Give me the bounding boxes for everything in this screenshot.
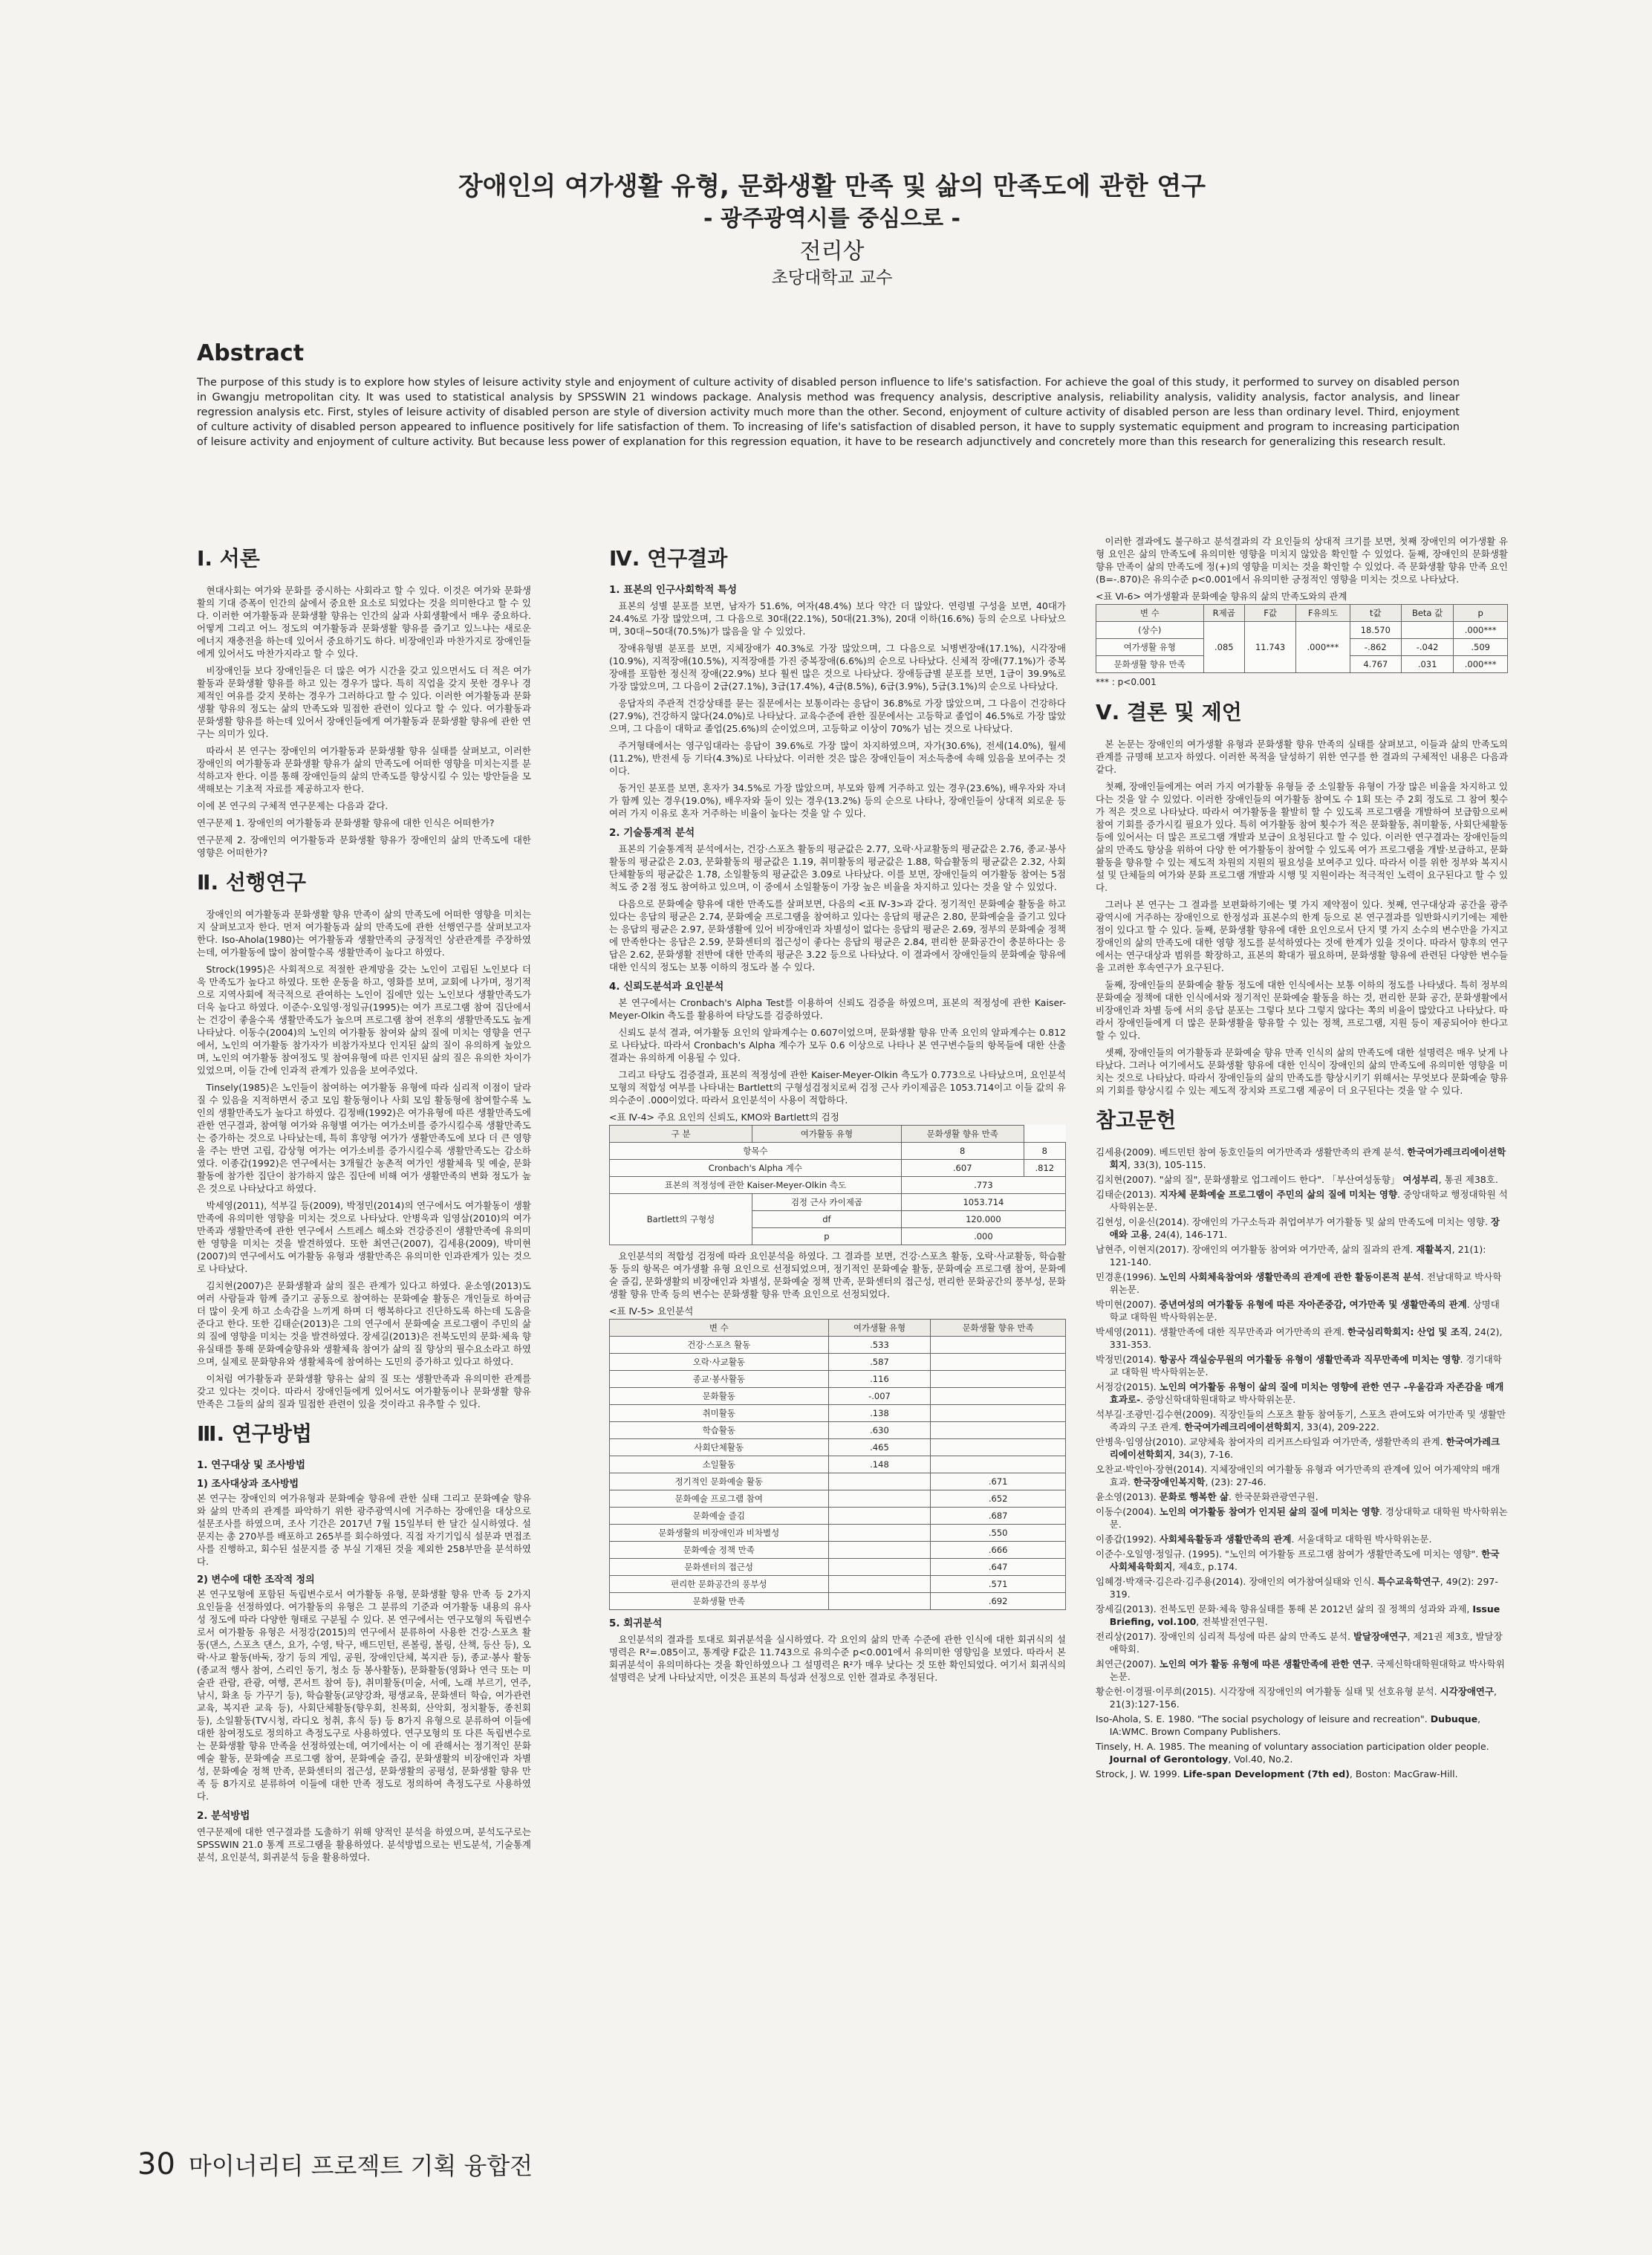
- reference-detail: , 49(2): 297-319.: [1109, 1576, 1498, 1600]
- reference-item: [1096, 1548, 1508, 1573]
- section-heading-method: Ⅲ. 연구방법: [197, 1421, 313, 1446]
- reference-source: 한국여가레크리에이션학회지: [1184, 1421, 1301, 1433]
- author-affiliation: 초당대학교 교수: [771, 268, 893, 288]
- reference-source: 항공사 객실승무원의 여가활동 유형이 생활만족과 직무만족에 미치는 영향: [1159, 1354, 1460, 1365]
- reference-detail: , Vol.40, No.2.: [1228, 1753, 1293, 1765]
- factor-analysis-table: [609, 1319, 1066, 1610]
- reference-detail: , 제21권 제3호, 발달장애학회.: [1109, 1631, 1503, 1655]
- paragraph: 신뢰도 분석 결과, 여가활동 요인의 알파계수는 0.607이었으며, 문화생활 향유 만족 요인의 알파계수는 0.812로 나타났다. 따라서 Cronbach's Alpha 계수가 모두 0.6 이상으로 나타나 본 연구변수들의 항목들에 대한 산출결과는 유의하게 이용될 수 있다.: [609, 1027, 1066, 1063]
- table-header: Beta 값: [1401, 605, 1454, 622]
- table-header: 여가활동 유형: [752, 1126, 902, 1143]
- table-cell: 취미활동: [610, 1405, 829, 1422]
- paragraph: 장애인의 여가활동과 문화생활 향유 만족이 삶의 만족도에 어떠한 영향을 미치는지 살펴보고자 한다. 먼저 여가활동과 삶의 만족도에 관한 선행연구를 살펴보고자 한다. Iso-Ahola(1980)는 여가활동과 생활만족의 긍정적인 상관관계를 주장하였는데, 여가활동에 많이 참여할수록 생활만족이 높다고 하였다.: [197, 909, 531, 958]
- table-cell: 학습활동: [610, 1422, 829, 1439]
- reference-text: 이종갑(1992).: [1096, 1534, 1157, 1545]
- table-cell: .773: [901, 1177, 1065, 1194]
- reference-source: 재활복지: [1416, 1244, 1452, 1255]
- paragraph: 다음으로 문화예술 향유에 대한 만족도를 살펴보면, 다음의 <표 Ⅳ-3>과 같다. 정기적인 문화예술 활동을 하고 있다는 응답의 평균은 2.74, 문화예술 프로그램을 참여하고 있다는 응답의 평균은 2.80, 문화예술을 즐기고 있다는 응답의 평균은 2.97, 문화생활에 있어 비장애인과 차별성이 없다는 응답의 평균은 2.69, 정부의 문화예술 정책에 만족한다는 응답은 2.59, 문화센터의 접근성이 좋다는 응답의 평균은 2.84, 편리한 문화공간이 충분하다는 응답은 2.62, 문화생활 전반에 대한 만족의 평균은 3.22 등으로 나타났다. 이 결과에서 장애인들의 문화예술 향유에 대한 인식의 정도는 보통 이하의 정도라 볼 수 있다.: [609, 898, 1066, 973]
- table-note: *** : p<0.001: [1096, 677, 1157, 687]
- reference-detail: . 중앙대학교 행정대학원 석사학위논문.: [1109, 1189, 1508, 1213]
- paragraph: 요인분석의 결과를 토대로 회귀분석을 실시하였다. 각 요인의 삶의 만족 수준에 관한 인식에 대한 회귀식의 설명력은 R²=.085이고, 통계량 F값은 11.743으로 유의수준 p<0.001에서 유의미한 영향임을 보였다. 따라서 본 회귀분석이 유의미하다는 것을 확인하였으나 그 설명력은 R²가 매우 낮다는 것 또한 확인되었다. 여기서 회귀식의 설명력은 낮게 나타났지만, 이것은 표본의 특성과 선정으로 인한 결과로 추정된다.: [609, 1634, 1066, 1683]
- paragraph: 따라서 본 연구는 장애인의 여가활동과 문화생활 향유 실태를 살펴보고, 이러한 장애인의 여가활동과 문화생활 향유가 삶의 만족도에 어떠한 영향을 미치는지를 분석하고자 한다. 이를 통해 장애인들의 삶의 만족도를 향상시킬 수 있는 방안들을 모색해보는 기초적 자료를 제공하고자 한다.: [197, 745, 531, 794]
- reference-list: [1096, 1146, 1508, 1780]
- table-cell: 120.000: [901, 1211, 1065, 1228]
- reference-text: Tinsely, H. A. 1985. The meaning of voluntary association participation older people.: [1096, 1741, 1489, 1752]
- table-cell: 종교·봉사활동: [610, 1371, 829, 1388]
- reference-item: [1096, 1713, 1508, 1738]
- reference-detail: , 34(3), 7-16.: [1172, 1449, 1234, 1460]
- subsection-heading: 2. 기술통계적 분석: [609, 827, 695, 839]
- table-row: [610, 1508, 1066, 1525]
- paragraph: Tinsely(1985)은 노인들이 참여하는 여가활동 유형에 따라 심리적 이점이 달라질 수 있음을 지적하면서 중고 모임 활동형이나 사회 모임 활동형에 참여할수록 노인의 생활만족도가 높다고 하였다. 김정배(1992)은 여가유형에 따른 생활만족도에 관한 연구결과, 참여형 여가와 유형별 여가는 여가소비를 증가시킬수록 생활만족도는 증가하는 것으로 나타났는데, 특히 휴양형 여가가 생활만족도에 보다 더 큰 영향을 주는 반면 고립, 감상형 여가는 여가소비를 증가시킬수록 생활만족도는 감소하였다. 이종갑(1992)은 연구에서는 3개월간 농촌적 여가인 생활체육 및 예술, 문화 활동에 참가한 집단이 참가하지 않은 집단에 비해 여가 생활만족의 변화 정도가 높은 것으로 나타났다고 하였다.: [197, 1082, 531, 1194]
- subsubsection-heading: 1) 조사대상과 조사방법: [197, 1479, 299, 1490]
- paragraph: 표본의 기술통계적 분석에서는, 건강·스포츠 활동의 평균값은 2.77, 오락·사교활동의 평균값은 2.76, 종교·봉사활동의 평균값은 2.03, 문화활동의 평균값은 1.19, 취미활동의 평균값은 1.88, 학습활동의 평균값은 2.32, 사회단체활동의 평균값은 1.78, 소일활동의 평균값은 3.09로 나타났다. 이를 보면, 장애인들의 여가활동 참여는 5점 척도 중 2점 정도 참여하고 있으며, 이 중에서 소일활동이 가장 높은 비율을 차지하고 있다는 것을 알 수 있었다.: [609, 843, 1066, 892]
- reference-text: Strock, J. W. 1999.: [1096, 1768, 1180, 1779]
- table-cell: .666: [931, 1542, 1066, 1559]
- table-row: [610, 1456, 1066, 1473]
- reference-source: 노인의 여가활동 참여가 인지된 삶의 질에 미치는 영향: [1159, 1506, 1379, 1517]
- abstract-text: The purpose of this study is to explore how styles of leisure activity style and enjoyment of culture activity of disabled person influence to life's satisfaction. For achieve the goal of this study, it performed to survey on disabled person in Gwangju metropolitan city. It was used to statistical analysis by SPSSWIN 21 windows package. Analysis method was frequency analysis, descriptive analysis, reliability analysis, validity analysis, factor analysis, and linear regression analysis etc. First, styles of leisure activity of disabled person are style of diversion activity much more than the other. Second, enjoyment of culture activity of disabled person are less than ordinary level. Third, enjoyment of culture activity of disabled person appeared to influence positively for life satisfaction of them. To increasing of life's satisfaction of disabled person, it have to supply systematic equipment and program to increasing participation of leisure activity and enjoyment of culture activity. But because less power of explanation for this regression equation, it have to be research adjunctively and concretely more than this research for generalizing this research result.: [197, 377, 1460, 448]
- table-cell: [828, 1473, 931, 1490]
- table-row: [610, 1388, 1066, 1405]
- reference-source: 한국여가레크리에이션학회지: [1109, 1436, 1500, 1460]
- table-cell: [828, 1508, 931, 1525]
- reference-detail: , (23): 27-46.: [1205, 1476, 1266, 1487]
- page-number: 30: [137, 2147, 175, 2181]
- table-row: [610, 1405, 1066, 1422]
- table-cell: Cronbach's Alpha 계수: [610, 1160, 902, 1177]
- reference-source: 발달장애연구: [1353, 1631, 1408, 1642]
- table-cell: .647: [931, 1559, 1066, 1576]
- paragraph: 요인분석의 적합성 검정에 따라 요인분석을 하였다. 그 결과를 보면, 건강·스포츠 활동, 오락·사교활동, 학습활동 등의 항목은 여가생활 유형 요인으로 선정되었으며, 정기적인 문화예술 활동, 문화예술 프로그램 참여, 문화예술 즐김, 문화생활의 비장애인과 차별성, 문화예술 정책 만족, 문화센터의 접근성, 편리한 문화공간의 풍부성, 문화생활 향유 만족 등의 변수는 문화생활 향유 만족 요인으로 선정되었다.: [609, 1250, 1066, 1300]
- reference-detail: , Boston: MacGraw-Hill.: [1349, 1768, 1458, 1779]
- table-cell: 검정 근사 카이제곱: [752, 1194, 902, 1211]
- reference-item: [1096, 1490, 1508, 1503]
- table-cell: .000***: [1454, 622, 1508, 639]
- reference-text: 윤소영(2013).: [1096, 1491, 1157, 1502]
- reference-item: [1096, 1603, 1508, 1628]
- reference-source: 노인의 여가 활동 유형에 따른 생활만족에 관한 연구: [1159, 1658, 1370, 1670]
- table-cell: .116: [828, 1371, 931, 1388]
- table-cell: 8: [901, 1143, 1024, 1160]
- journal-name: 마이너리티 프로젝트 기획 융합전: [188, 2152, 533, 2180]
- table-cell: .148: [828, 1456, 931, 1473]
- reference-item: [1096, 1685, 1508, 1710]
- table-caption: <표 Ⅳ-4> 주요 요인의 신뢰도, KMO와 Bartlett의 검정: [609, 1112, 839, 1123]
- table-row: [610, 1542, 1066, 1559]
- subsection-heading: 1. 표본의 인구사회학적 특성: [609, 584, 738, 596]
- table-row: [610, 1194, 1066, 1211]
- table-cell: df: [752, 1211, 902, 1228]
- reference-detail: . 중앙신학대학원대학교 박사학위논문.: [1140, 1394, 1296, 1405]
- section-heading-references: 참고문헌: [1096, 1108, 1177, 1132]
- paragraph: 장애유형별 분포를 보면, 지체장애가 40.3%로 가장 많았으며, 그 다음으로 뇌병변장애(17.1%), 시각장애(10.9%), 지적장애(10.5%), 지적장애를 가진 중복장애(6.6%)의 순으로 나타났다. 신체적 장애(77.1%)가 중복장애를 포함한 정신적 장애(22.9%) 보다 훨씬 많은 것으로 나타났다. 장애등급별 분포를 보면, 1급이 39.9%로 가장 많았으며, 그 다음이 2급(27.1%), 3급(17.4%), 4급(8.5%), 6급(3.9%), 5급(3.1%)의 순으로 나타났다.: [609, 643, 1066, 692]
- table-header: F유의도: [1296, 605, 1350, 622]
- reference-item: [1096, 1740, 1508, 1765]
- reference-item: [1096, 1216, 1508, 1241]
- table-cell: 문화활동: [610, 1388, 829, 1405]
- reference-detail: . 한국문화관광연구원.: [1228, 1491, 1318, 1502]
- table-cell: 문화생활 만족: [610, 1593, 829, 1610]
- reference-text: 이동수(2004).: [1096, 1506, 1157, 1517]
- table-cell: .085: [1203, 622, 1245, 673]
- table-cell: .587: [828, 1354, 931, 1371]
- reference-detail: , 21(3):127-156.: [1109, 1686, 1497, 1710]
- title-block: [223, 169, 1441, 290]
- reference-text: 전리상(2017). 장애인의 심리적 특성에 따른 삶의 만족도 분석.: [1096, 1631, 1350, 1642]
- reference-item: [1096, 1408, 1508, 1433]
- table-cell: .607: [901, 1160, 1024, 1177]
- paragraph: 현대사회는 여가와 문화를 중시하는 사회라고 할 수 있다. 이것은 여가와 문화생활의 기대 증폭이 인간의 삶에서 중요한 요소로 되었다는 것을 의미한다고 할 수 있다. 이러한 여가활동과 문화생활 향유는 인간의 삶과 사회생활에서 매우 중요하다. 어떻게 그리고 어느 정도의 여가활동과 문화생활 향유를 즐기고 있느냐는 새로운 에너지 재충전을 하는데 있어서 중요하기도 하다. 비장애인과 마찬가지로 장애인들에게 있어서도 마찬가지라고 할 수 있다.: [197, 585, 531, 659]
- table-header: t값: [1350, 605, 1401, 622]
- table-cell: 사회단체활동: [610, 1439, 829, 1456]
- abstract: [197, 340, 1460, 450]
- reference-item: [1096, 1188, 1508, 1213]
- table-cell: (상수): [1096, 622, 1204, 639]
- table-cell: Bartlett의 구형성: [610, 1194, 752, 1245]
- table-cell: [828, 1525, 931, 1542]
- table-cell: 표본의 적정성에 관한 Kaiser-Meyer-Olkin 측도: [610, 1177, 902, 1194]
- reference-text: 석부길·조광민·김수현(2009). 직장인들의 스포츠 활동 참여동기, 스포츠 관여도와 여가만족 및 생활만족과의 구조 관계.: [1096, 1409, 1506, 1433]
- paragraph: 주거형태에서는 영구임대라는 응답이 39.6%로 가장 많이 차지하였으며, 자가(30.6%), 전세(14.0%), 월세(11.2%), 반전세 등 기타(4.3%)로 나타났다. 이러한 것은 많은 장애인들이 저소득층에 속해 있음을 보여주는 것이다.: [609, 740, 1066, 776]
- reference-detail: , 24(4), 146-171.: [1148, 1229, 1228, 1240]
- reference-source: Dubuque: [1430, 1713, 1478, 1724]
- table-row: [610, 1576, 1066, 1593]
- table-cell: 문화예술 정책 만족: [610, 1542, 829, 1559]
- reference-text: 김태순(2013).: [1096, 1189, 1157, 1200]
- reference-item: [1096, 1505, 1508, 1531]
- reference-text: 안병욱·임영삼(2010). 교양체육 참여자의 리커프스타일과 여가만족, 생활만족의 관계.: [1096, 1436, 1443, 1447]
- reference-detail: , 21(1): 121-140.: [1109, 1244, 1486, 1268]
- reference-source: 한국장애인복지학: [1133, 1476, 1206, 1487]
- table-row: [610, 1439, 1066, 1456]
- table-cell: 4.767: [1350, 656, 1401, 673]
- reference-item: [1096, 1575, 1508, 1600]
- paragraph: Strock(1995)은 사회적으로 적절한 관계망을 갖는 노인이 고립된 노인보다 더욱 만족도가 높다고 하였다. 또한 운동을 하고, 영화를 보며, 교회에 나가며, 정기적으로 지역사회에 적극적으로 관여하는 노인이 집에만 있는 노인보다 생활만족도가 더욱 높다고 하였다. 이준수·오일영·정일규(1995)는 여가 프로그램 참여 집단에서는 건강이 좋을수록 생활만족도가 높으며 프로그램 참여 전후의 생활만족도도 높게 나타났다. 이동수(2004)의 노인의 여가활동 참여와 삶의 질에 미치는 영향을 연구에서, 노인의 여가활동 참가자가 비참가자보다 인지된 삶의 질이 유의하게 높았으며, 노인의 여가활동 참여정도 및 참여유형에 따른 인지된 삶의 질은 유의한 차이가 있었으며, 이들 간에 인과적 관계가 있음을 보여주었다.: [197, 964, 531, 1076]
- paragraph: 그리고 타당도 검증결과, 표본의 적정성에 관한 Kaiser-Meyer-Olkin 측도가 0.773으로 나타났으며, 요인분석 모형의 적합성 여부를 나타내는 Bartlett의 구형성검정치로써 검정 근사 카이제곱은 1053.714이고 이들 값의 유의수준이 .000이었다. 따라서 요인분석이 사용이 적합하다.: [609, 1069, 1066, 1106]
- reference-detail: . 경기대학교 대학원 박사학위논문.: [1109, 1354, 1502, 1378]
- reference-detail: , 24(2), 331-353.: [1109, 1326, 1503, 1350]
- reference-source: 한국심리학회지: 산업 및 조직: [1347, 1326, 1469, 1337]
- table-cell: .031: [1401, 656, 1454, 673]
- paragraph: 본 논문는 장애인의 여가생활 유형과 문화생활 향유 만족의 실태를 살펴보고, 이들과 삶의 만족도의 관계를 규명해 보고자 하였다. 이러한 목적을 달성하기 위한 연구를 한 결과의 구체적인 내용은 다음과 같다.: [1096, 739, 1508, 775]
- table-caption: <표 Ⅳ-5> 요인분석: [609, 1305, 694, 1317]
- table-cell: 문화예술 즐김: [610, 1508, 829, 1525]
- reference-item: [1096, 1630, 1508, 1655]
- page-footer: [137, 2147, 533, 2181]
- reference-text: Iso-Ahola, S. E. 1980. "The social psychology of leisure and recreation".: [1096, 1713, 1428, 1724]
- table-cell: 오락·사교활동: [610, 1354, 829, 1371]
- table-cell: .533: [828, 1337, 931, 1354]
- paragraph: 응답자의 주관적 건강상태를 묻는 질문에서는 보통이라는 응답이 36.8%로 가장 많았으며, 그 다음이 건강하다(27.9%), 건강하지 않다(24.0%)로 나타났다. 교육수준에 관한 질문에서는 고등학교 졸업이 46.5%로 가장 많았으며, 그 다음이 대학교 졸업(25.6%)의 순이었으며, 고등학교 이상이 70%가 넘는 것으로 나타났다.: [609, 698, 1066, 734]
- table-cell: [931, 1439, 1066, 1456]
- reference-detail: , 제4호, p.174.: [1172, 1561, 1238, 1572]
- research-question-2: 연구문제 2. 장애인의 여가활동과 문화생활 향유가 장애인의 삶의 만족도에 대한 영향은 어떠한가?: [197, 834, 531, 858]
- reference-text: 박정민(2014).: [1096, 1354, 1157, 1365]
- table-cell: [828, 1559, 931, 1576]
- reference-detail: , IA:WMC. Brown Company Publishers.: [1109, 1713, 1481, 1737]
- table-cell: -.862: [1350, 639, 1401, 656]
- reference-detail: . 서울대학교 대학원 박사학위논문.: [1291, 1534, 1432, 1545]
- table-cell: .138: [828, 1405, 931, 1422]
- reference-item: [1096, 1435, 1508, 1461]
- paragraph: 셋째, 장애인들의 여가활동과 문화예술 향유 만족 인식의 삶의 만족도에 대한 설명력은 매우 낮게 나타났다. 그러나 여기에서도 문화생활 향유에 대한 인식이 장애인의 삶의 만족도에 유의미한 영향을 미치는 것으로 나타났다. 따라서 장애인들의 삶의 만족도를 향상시키기 위해서는 무엇보다 문화예술 향유의 기회를 향상시킬 수 있는 제도적 장치와 프로그램 제공이 더 요구된다는 것을 알 수 있다.: [1096, 1047, 1508, 1096]
- subsection-heading: 4. 신뢰도분석과 요인분석: [609, 981, 724, 993]
- table-row: [610, 1371, 1066, 1388]
- reference-detail: . 국제신학대학원대학교 박사학위논문.: [1109, 1658, 1505, 1682]
- reference-source: 사회체육활동과 생활만족의 관계: [1159, 1534, 1292, 1545]
- paragraph: 동거인 분포를 보면, 혼자가 34.5%로 가장 많았으며, 부모와 함께 거주하고 있는 경우(23.6%), 배우자와 자녀가 함께 있는 경우(19.0%), 배우자와 둘이 있는 경우(13.2%) 등의 순으로 나타나, 장애인들이 상대적 외로운 등 여러 가지 이유로 혼자 거주하는 비율이 높다는 것을 알 수 있다.: [609, 782, 1066, 819]
- reference-text: 최연근(2007).: [1096, 1658, 1157, 1670]
- table-cell: 소일활동: [610, 1456, 829, 1473]
- table-cell: .630: [828, 1422, 931, 1439]
- paragraph: 연구문제에 대한 연구결과를 도출하기 위해 양적인 분석을 하였으며, 분석도구로는 SPSSWIN 21.0 통계 프로그램을 활용하였다. 분석방법으로는 빈도분석, 기술통계분석, 요인분석, 회귀분석 등을 활용하였다.: [197, 1826, 531, 1863]
- table-row: [610, 1473, 1066, 1490]
- reference-text: 김치현(2007). "삶의 질", 문화생활로 업그레이드 한다". 「부산여성동향」: [1096, 1174, 1400, 1185]
- reference-item: [1096, 1380, 1508, 1406]
- table-row: [610, 1177, 1066, 1194]
- table-row: [1096, 622, 1508, 639]
- abstract-heading: Abstract: [197, 340, 305, 366]
- reference-text: 장세길(2013). 전북도민 문화·체육 향유실태를 통해 본 2012년 삶의 질 정책의 성과와 과제,: [1096, 1603, 1470, 1615]
- table-cell: .571: [931, 1576, 1066, 1593]
- table-cell: .671: [931, 1473, 1066, 1490]
- reference-text: 박세영(2011). 생활만족에 대한 직무만족과 여가만족의 관계.: [1096, 1326, 1345, 1337]
- table-cell: 8: [1024, 1143, 1065, 1160]
- reference-text: 남현주, 이현지(2017). 장애인의 여가활동 참여와 여가만족, 삶의 질과의 관계.: [1096, 1244, 1414, 1255]
- table-caption: <표 Ⅵ-6> 여가생활과 문화예술 향유의 삶의 만족도와의 관계: [1096, 591, 1347, 602]
- paragraph: 본 연구는 장애인의 여가유형과 문화예술 향유에 관한 실태 그리고 문화예술 향유와 삶의 만족의 관계를 파악하기 위한 광주광역시에 거주하는 장애인을 대상으로 설문조사를 하였으며, 조사 기간은 2017년 7월 15일부터 한 달간 실시하였다. 설문지는 총 270부를 배포하고 265부를 회수하였다. 직접 자기기입식 설문과 면접조사를 진행하고, 회수된 설문지를 중 부실 기재된 것을 제외한 258부만을 분석하였다.: [197, 1493, 531, 1567]
- reference-text: 박미현(2007).: [1096, 1299, 1157, 1310]
- paragraph: 둘째, 장애인들의 문화예술 활동 정도에 대한 인식에서는 보통 이하의 정도를 나타냈다. 특히 정부의 문화예술 정책에 대한 인식에서와 정기적인 문화예술 활동을 하는 것, 편리한 문화 공간, 문화생활에서 비장애인과 차별 등에 서의 응답 분포는 그렇다 보다 그렇지 않다는 쪽의 비율이 많았다고 나타났다. 따라서 장애인들에게 더 많은 문화생활을 향유할 수 있는 정책, 프로그램, 지원 등이 제공되어야 한다고 할 수 있다.: [1096, 979, 1508, 1041]
- reference-text: 오찬교·박인아·장현(2014). 지체장애인의 여가활동 유형과 여가만족의 관계에 있어 여가제약의 매개효과.: [1096, 1464, 1500, 1487]
- reference-item: [1096, 1768, 1508, 1780]
- table-cell: -.042: [1401, 639, 1454, 656]
- column-right: [1096, 535, 1508, 1782]
- table-header: 변 수: [610, 1320, 829, 1337]
- table-cell: 문화생활의 비장애인과 비차별성: [610, 1525, 829, 1542]
- table-cell: p: [752, 1228, 902, 1245]
- author-name: 전리상: [799, 239, 865, 265]
- table-row: [610, 1422, 1066, 1439]
- reference-detail: . 경상대학교 대학원 박사학위논문.: [1109, 1506, 1508, 1530]
- table-row: [610, 1593, 1066, 1610]
- table-header: 문화생활 향유 만족: [901, 1126, 1024, 1143]
- paragraph: 이처럼 여가활동과 문화생활 향유는 삶의 질 또는 생활만족과 유의미한 관계를 갖고 있다는 것이다. 따라서 장애인들에게 있어서도 여가활동이나 문화생활 향유 만족은 그들의 삶의 질과 밀접한 관련이 있을 것이라고 유추할 수 있다.: [197, 1373, 531, 1409]
- reference-text: 민경훈(1996).: [1096, 1271, 1157, 1282]
- reference-text: 서정강(2015).: [1096, 1381, 1157, 1392]
- table-cell: [828, 1542, 931, 1559]
- table-header: F값: [1245, 605, 1296, 622]
- table-row: [610, 1559, 1066, 1576]
- reference-text: 김현성, 이윤신(2014). 장애인의 가구소득과 취업여부가 여가활동 및 삶의 만족도에 미치는 영향.: [1096, 1216, 1488, 1227]
- table-cell: .812: [1024, 1160, 1065, 1177]
- table-cell: [931, 1354, 1066, 1371]
- column-left: [197, 535, 531, 1868]
- reference-detail: , 33(4), 209-222.: [1301, 1421, 1379, 1433]
- table-cell: .000: [901, 1228, 1065, 1245]
- reference-detail: . 전남대학교 박사학위논문.: [1109, 1271, 1502, 1295]
- subsection-heading: 5. 회귀분석: [609, 1618, 663, 1629]
- reference-detail: , 통권 제38호.: [1438, 1174, 1498, 1185]
- paragraph: 첫째, 장애인들에게는 여러 가지 여가활동 유형들 중 소일활동 유형이 가장 많은 비율을 차지하고 있다는 것을 알 수 있었다. 이러한 장애인들의 여가활동 참여도 수 1회 또는 주 2회 정도로 그 참여 횟수가 적은 것으로 나타났다. 따라서 여가활동을 활발히 할 수 있도록 프로그램을 개발하여 보급함으로써 참여 기회를 증가시킬 필요가 있다. 특히 여가활동 참여 횟수가 적은 문화활동, 취미활동, 사회단체활동 등에 있어서는 더 많은 프로그램 개발과 보급이 요청된다고 할 수 있다. 이러한 연구결과는 장애인들의 삶의 만족도 향상을 위하여 다양 한 여가활동이 참여할 수 있도록 여가 프로그램을 개발·보급하고, 문화활동을 향유할 수 있는 제도적 차원의 지원의 필요성을 보여주고 있다. 따라서 이를 위한 정부와 복지시설 및 단체들의 여가와 문화 프로그램 개발과 시행 및 지원이라는 적극적인 노력이 요구된다고 할 수 있다.: [1096, 781, 1508, 893]
- table-cell: [931, 1371, 1066, 1388]
- reference-item: [1096, 1353, 1508, 1378]
- paragraph: 비장애인들 보다 장애인들은 더 많은 여가 시간을 갖고 있으면서도 더 적은 여가활동과 문화생활 향유를 하고 있는 경우가 많다. 특히 직업을 갖지 못한 경우나 경제적인 여유를 갖지 못하는 경우가 그러하다고 할 수 있다. 이러한 여가활동과 문화생활 향유의 정도는 삶의 만족도와 밀접한 관련이 있다고 할 수 있다. 여가활동과 문화생활 향유를 하는데 있어서 장애인들에게 여가활동과 문화생활 향유에 관한 연구는 의미가 있다.: [197, 665, 531, 739]
- reference-source: Issue Briefing, vol.100: [1109, 1603, 1500, 1627]
- section-heading-prior-research: Ⅱ. 선행연구: [197, 870, 307, 895]
- paragraph: 표본의 성별 분포를 보면, 남자가 51.6%, 여자(48.4%) 보다 약간 더 많았다. 연령별 구성을 보면, 40대가 24.4%로 가장 많았으며, 그 다음으로 30대(22.1%), 50대(21.3%), 20대 이하(16.6%) 등의 순으로 나타났으며, 30대~50대(70.5%)가 많음을 알 수 있었다.: [609, 600, 1066, 637]
- section-heading-conclusion: Ⅴ. 결론 및 제언: [1096, 700, 1242, 724]
- table-cell: .509: [1454, 639, 1508, 656]
- paper-subtitle: - 광주광역시를 중심으로 -: [703, 206, 961, 232]
- table-cell: -.007: [828, 1388, 931, 1405]
- reference-text: 임혜경·박재국·김은라·김주용(2014). 장애인의 여가참여실태와 인식.: [1096, 1576, 1375, 1587]
- table-cell: 여가생활 유형: [1096, 639, 1204, 656]
- reference-item: [1096, 1243, 1508, 1268]
- reference-item: [1096, 1326, 1508, 1351]
- table-cell: 편리한 문화공간의 풍부성: [610, 1576, 829, 1593]
- reference-text: 이준수·오일영·정일규. (1995). "노인의 여가활동 프로그램 참여가 생활만족도에 미치는 영향".: [1096, 1548, 1479, 1560]
- section-heading-results: Ⅳ. 연구결과: [609, 546, 728, 571]
- reference-source: 노인의 여가활동 유형이 삶의 질에 미치는 영향에 관한 연구 -우울감과 자존감을 매개효과로-: [1109, 1381, 1504, 1405]
- reference-source: 한국사회체육학회지: [1109, 1548, 1500, 1572]
- table-cell: .000***: [1454, 656, 1508, 673]
- reference-detail: . 상명대학교 대학원 박사학위논문.: [1109, 1299, 1500, 1323]
- column-middle: [609, 535, 1066, 1688]
- reference-item: [1096, 1298, 1508, 1323]
- table-cell: .692: [931, 1593, 1066, 1610]
- table-cell: [931, 1405, 1066, 1422]
- table-header: R제곱: [1203, 605, 1245, 622]
- reference-source: 노인의 사회체육참여와 생활만족의 관계에 관한 활동이론적 분석: [1159, 1271, 1421, 1282]
- table-header: 문화생활 향유 만족: [931, 1320, 1066, 1337]
- table-cell: 건강·스포츠 활동: [610, 1337, 829, 1354]
- table-row: [610, 1337, 1066, 1354]
- section-heading-introduction: Ⅰ. 서론: [197, 546, 260, 571]
- table-row: [610, 1490, 1066, 1508]
- reference-source: 장애와 고용: [1109, 1216, 1500, 1240]
- paragraph: 박세영(2011), 석부길 등(2009), 박정민(2014)의 연구에서도 여가활동이 생활만족에 유의미한 영향을 미치는 것으로 나타났다. 안병욱과 임영삼(2010)의 여가만족과 생활만족에 관한 연구에서 스트레스 해소와 건강증진이 생활만족에 유의미한 영향을 미치는 것을 발견하였다. 또한 최연근(2007), 김세용(2009), 박미현(2007)의 연구에서도 여가활동 유형과 생활만족은 유의미한 인과관계가 있는 것으로 나타났다.: [197, 1200, 531, 1274]
- reference-text: 김세용(2009). 베드민턴 참여 동호인들의 여가만족과 생활만족의 관계 분석.: [1096, 1146, 1405, 1158]
- subsection-heading: 1. 연구대상 및 조사방법: [197, 1459, 305, 1471]
- paper-title: 장애인의 여가생활 유형, 문화생활 만족 및 삶의 만족도에 관한 연구: [458, 172, 1206, 201]
- table-cell: [931, 1388, 1066, 1405]
- table-cell: 18.570: [1350, 622, 1401, 639]
- table-cell: 문화생활 향유 만족: [1096, 656, 1204, 673]
- regression-table: [1096, 604, 1508, 673]
- paragraph: 이러한 결과에도 불구하고 분석결과의 각 요인들의 상대적 크기를 보면, 첫째 장애인의 여가생활 유형 요인은 삶의 만족도에 유의미한 영향을 미치지 않았음 확인할 수 있었다. 둘째, 장애인의 문화생활 향유 만족이 삶의 만족도에 정(+)의 영향을 미치는 것을 확인할 수 있었다. 즉 문화생활 향유 만족 요인(B=-.870)은 유의수준 p<0.001에서 유의미한 긍정적인 영향을 미치는 것으로 나타났다.: [1096, 536, 1508, 585]
- reliability-table: [609, 1125, 1066, 1245]
- table-cell: [931, 1422, 1066, 1439]
- paragraph: 본 연구모형에 포함된 독립변수로서 여가활동 유형, 문화생활 향유 만족 등 2가지 요인들을 선정하였다. 여가활동의 유형은 그 분류의 기준과 여가활동 내용의 유사성 정도에 따라 다양한 형태로 구분될 수 있다. 본 연구에서는 연구모형의 독립변수로서 여가활동 유형은 서정강(2015)의 연구에서 분류하여 사용한 건강·스포츠 활동(댄스, 스포츠 댄스, 요가, 수영, 탁구, 배드민턴, 론볼링, 볼링, 산책, 등산 등), 오락·사교 활동(바둑, 장기 등의 게임, 공원, 장애인단체, 복지관 등), 종교·봉사 활동(종교적 행사 참여, 스리인 동기, 청소 등 봉사활동), 문화활동(영화나 연극 또는 미술관 관람, 관광, 여행, 콘서트 참여 등), 취미활동(미술, 서예, 노래 부르기, 연주, 낚시, 화초 등 가꾸기 등), 학습활동(교양강좌, 평생교육, 문화센터 학습, 여가관련 교육, 복지관 교육 등), 사회단체활동(향우회, 친목회, 산악회, 정치활동, 종친회 등), 소일활동(TV시청, 라디오 청취, 휴식 등) 등 8가지 유형으로 분류하여 이들에 대한 참여정도로 정의하고 측정도구로 사용하였다. 연구모형의 또 다른 독립변수로는 문화생활 향유 만족을 선정하였는데, 여기에서는 이 에 관해서는 정기적인 문화예술 활동, 문화예술 프로그램 참여, 문화예술 즐김, 문화생활의 비장애인과 차별성, 문화예술 정책 만족, 문화센터의 접근성, 문화생활의 공평성, 문화생활 향유 만족 등 8가지로 분류하여 이들에 대한 만족 정도로 정의하여 측정도구로 사용하였다.: [197, 1589, 531, 1802]
- reference-detail: , 33(3), 105-115.: [1127, 1159, 1206, 1170]
- reference-source: Journal of Gerontology: [1109, 1753, 1229, 1765]
- subsubsection-heading: 2) 변수에 대한 조작적 정의: [197, 1574, 315, 1586]
- reference-source: 문화로 행복한 삶: [1159, 1491, 1229, 1502]
- table-header: 변 수: [1096, 605, 1204, 622]
- reference-source: 시각장애연구: [1440, 1686, 1495, 1697]
- table-cell: [931, 1337, 1066, 1354]
- table-cell: .652: [931, 1490, 1066, 1508]
- research-question-1: 연구문제 1. 장애인의 여가활동과 문화생활 향유에 대한 인식은 어떠한가?: [197, 817, 495, 828]
- table-cell: 문화센터의 접근성: [610, 1559, 829, 1576]
- table-cell: .465: [828, 1439, 931, 1456]
- table-cell: .550: [931, 1525, 1066, 1542]
- table-row: [610, 1160, 1066, 1177]
- table-row: [610, 1143, 1066, 1160]
- paragraph: 김치현(2007)은 문화생활과 삶의 질은 관계가 있다고 하였다. 윤소영(2013)도 여러 사람들과 함께 즐기고 공동으로 참여하는 문화예술 활동은 개인들로 하여금 더 많이 웃게 하고 소속감을 느끼게 하며 더 행복하다고 진단하도록 하는데 도움을 준다고 한다. 또한 김태순(2013)은 그의 연구에서 문화예술 프로그램이 주민의 삶의 질에 영향을 미치는 것을 발견하였다. 장세길(2013)은 전북도민의 문화·체육 향유실태를 통해 문화예술향유와 생활체육 참여가 삶의 질 향상의 필수요소라고 하였으며, 실제로 문화향유와 생활체육에 참여하는 도민의 증가하고 있다고 하였다.: [197, 1280, 531, 1367]
- reference-source: 특수교육학연구: [1377, 1576, 1440, 1587]
- reference-source: 중년여성의 여가활동 유형에 따른 자아존중감, 여가만족 및 생활만족의 관계: [1159, 1299, 1467, 1310]
- reference-item: [1096, 1146, 1508, 1171]
- subsection-heading: 2. 분석방법: [197, 1810, 250, 1822]
- reference-source: Life-span Development (7th ed): [1183, 1768, 1350, 1779]
- reference-detail: , 전북발전연구원.: [1196, 1616, 1268, 1627]
- paragraph: 그러나 본 연구는 그 결과를 보편화하기에는 몇 가지 제약점이 있다. 첫째, 연구대상과 공간을 광주광역시에 거주하는 장애인으로 한정성과 표본수의 한계 등으로 본 연구결과를 일반화시키기에는 제한점이 있다고 할 수 있다. 둘째, 문화생활 향유에 대한 요인으로서 단지 몇 가지 소수의 변수만을 가지고 장애인의 삶의 만족도에 대한 영향 정도를 분석하였다는 것에 한계가 있을 것이다. 따라서 향후의 연구에서는 연구대상과 범위를 확장하고, 표본의 확대가 필요하며, 문화생활 향유에 관련된 다양한 변수들을 고려한 후속연구가 요구된다.: [1096, 899, 1508, 973]
- table-header: 구 분: [610, 1126, 752, 1143]
- table-cell: [828, 1593, 931, 1610]
- reference-source: 지자체 문화예술 프로그램이 주민의 삶의 질에 미치는 영향: [1159, 1189, 1398, 1200]
- reference-source: 한국여가레크리에이션학회지: [1109, 1146, 1506, 1170]
- table-header: 여가생활 유형: [828, 1320, 931, 1337]
- paragraph: 이에 본 연구의 구체적 연구문제는 다음과 같다.: [197, 800, 388, 811]
- table-cell: 정기적인 문화예술 활동: [610, 1473, 829, 1490]
- table-header: p: [1454, 605, 1508, 622]
- reference-item: [1096, 1533, 1508, 1545]
- table-cell: 1053.714: [901, 1194, 1065, 1211]
- reference-item: [1096, 1658, 1508, 1683]
- reference-source: 여성부리: [1402, 1174, 1439, 1185]
- table-cell: [1401, 622, 1454, 639]
- table-row: [610, 1354, 1066, 1371]
- table-cell: 항목수: [610, 1143, 902, 1160]
- table-cell: [828, 1576, 931, 1593]
- reference-text: 황순헌·이경필·이루희(2015). 시각장애 직장애인의 여가활동 실태 및 선호유형 분석.: [1096, 1686, 1437, 1697]
- table-row: [610, 1525, 1066, 1542]
- reference-item: [1096, 1271, 1508, 1296]
- table-cell: [828, 1490, 931, 1508]
- reference-item: [1096, 1173, 1508, 1186]
- table-cell: .000***: [1296, 622, 1350, 673]
- paragraph: 본 연구에서는 Cronbach's Alpha Test를 이용하여 신뢰도 검증을 하였으며, 표본의 적정성에 관한 Kaiser-Meyer-Olkin 측도를 활용하여 타당도를 검증하였다.: [609, 997, 1066, 1021]
- table-cell: 문화예술 프로그램 참여: [610, 1490, 829, 1508]
- reference-item: [1096, 1463, 1508, 1488]
- table-cell: [931, 1456, 1066, 1473]
- table-cell: .687: [931, 1508, 1066, 1525]
- table-cell: 11.743: [1245, 622, 1296, 673]
